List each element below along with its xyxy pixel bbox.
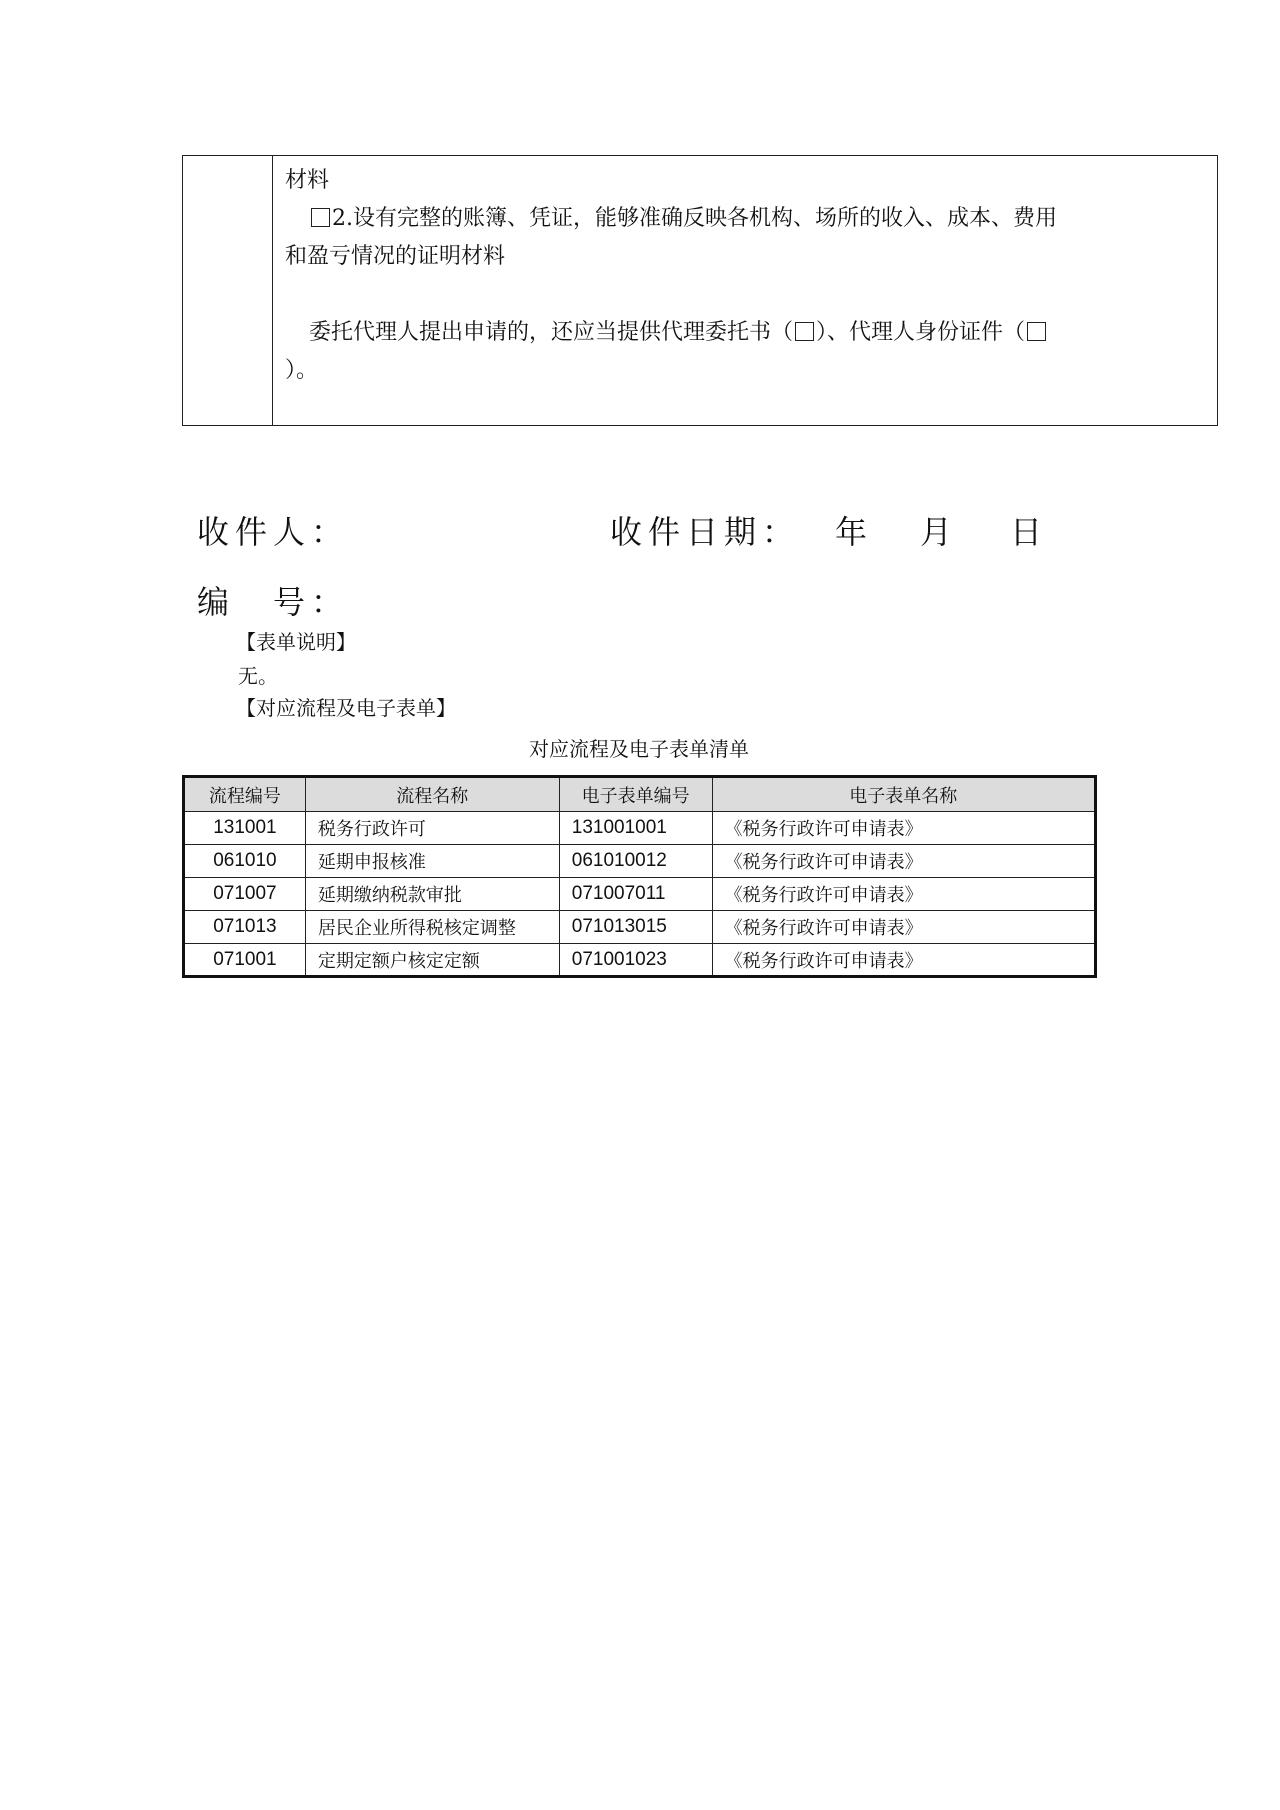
form-name: 《税务行政许可申请表》 [712, 911, 1095, 944]
form-id: 071001023 [559, 944, 712, 977]
agent-requirement [285, 314, 1207, 352]
power-of-attorney-checkbox[interactable] [795, 322, 814, 341]
flow-name: 延期申报核准 [305, 845, 559, 878]
date-month-label: 月 [920, 513, 959, 551]
material-item-2-text: 设有完整的账簿、凭证，能够准确反映各机构、场所的收入、成本、费用 [353, 206, 1058, 231]
form-id: 131001001 [559, 812, 712, 845]
materials-content-cell [285, 162, 1207, 390]
materials-continuation: 材料 [285, 168, 330, 193]
flow-id: 071001 [184, 944, 306, 977]
header-flow-id: 流程编号 [184, 777, 306, 812]
material-item-2-text-cont: 和盈亏情况的证明材料 [285, 244, 506, 269]
table-row [184, 845, 1096, 878]
table-row [184, 911, 1096, 944]
date-day-label: 日 [1010, 513, 1049, 551]
agent-id-checkbox[interactable] [1027, 322, 1046, 341]
agent-text-end: ）。 [285, 358, 319, 383]
form-id: 071013015 [559, 911, 712, 944]
flow-name: 税务行政许可 [305, 812, 559, 845]
flow-id: 061010 [184, 845, 306, 878]
material-item-2 [285, 200, 1207, 238]
flow-heading: 【对应流程及电子表单】 [236, 696, 456, 720]
agent-text-part2: ）、代理人身份证件（ [816, 320, 1026, 345]
flow-table [182, 775, 1097, 978]
date-year-label: 年 [835, 513, 874, 551]
form-id: 061010012 [559, 845, 712, 878]
form-name: 《税务行政许可申请表》 [712, 878, 1095, 911]
flow-name: 延期缴纳税款审批 [305, 878, 559, 911]
flow-table-header [184, 777, 1096, 812]
form-notes-heading: 【表单说明】 [236, 630, 356, 654]
flow-id: 071007 [184, 878, 306, 911]
form-name: 《税务行政许可申请表》 [712, 845, 1095, 878]
header-form-name: 电子表单名称 [712, 777, 1095, 812]
materials-label-cell [183, 156, 273, 425]
flow-table-caption: 对应流程及电子表单清单 [529, 737, 749, 761]
form-name: 《税务行政许可申请表》 [712, 944, 1095, 977]
flow-id: 071013 [184, 911, 306, 944]
materials-table [182, 155, 1218, 426]
table-row [184, 944, 1096, 977]
form-notes-text: 无。 [238, 664, 278, 688]
flow-name: 定期定额户核定定额 [305, 944, 559, 977]
table-row [184, 812, 1096, 845]
flow-name: 居民企业所得税核定调整 [305, 911, 559, 944]
material-item-2-checkbox[interactable] [311, 208, 330, 227]
flow-id: 131001 [184, 812, 306, 845]
agent-text-part1: 委托代理人提出申请的，还应当提供代理委托书（ [309, 320, 794, 345]
header-form-id: 电子表单编号 [559, 777, 712, 812]
receive-date-label: 收件日期： [610, 513, 801, 551]
receiver-label: 收件人： [197, 513, 350, 551]
table-row [184, 878, 1096, 911]
material-item-2-number: 2. [332, 206, 353, 231]
serial-number-label: 编 号： [197, 583, 350, 621]
header-flow-name: 流程名称 [305, 777, 559, 812]
form-id: 071007011 [559, 878, 712, 911]
form-name: 《税务行政许可申请表》 [712, 812, 1095, 845]
